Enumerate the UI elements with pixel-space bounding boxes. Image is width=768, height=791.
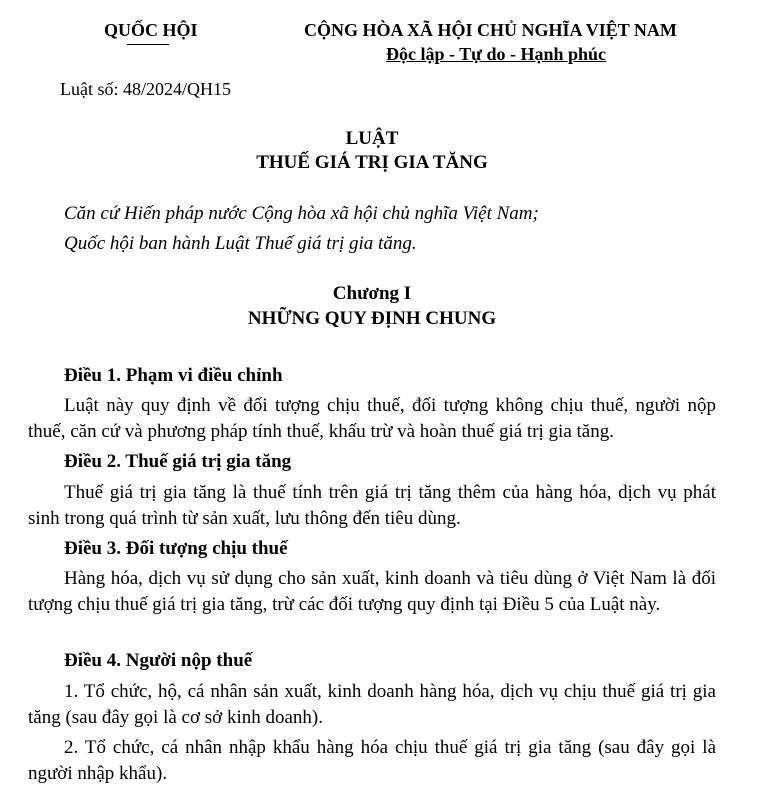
preamble-line: Căn cứ Hiến pháp nước Cộng hòa xã hội chủ nghĩa Việt Nam; <box>64 203 539 224</box>
preamble-line: Quốc hội ban hành Luật Thuế giá trị gia tăng. <box>64 233 417 254</box>
article-paragraph: 2. Tổ chức, cá nhân nhập khẩu hàng hóa chịu thuế giá trị gia tăng (sau đây gọi là người nhập khẩu). <box>28 737 716 784</box>
law-number: Luật số: 48/2024/QH15 <box>60 79 231 99</box>
article-paragraph: Hàng hóa, dịch vụ sử dụng cho sản xuất, kinh doanh và tiêu dùng ở Việt Nam là đối tượng chịu thuế giá trị gia tăng, trừ các đối tượng quy định tại Điều 5 của Luật này. <box>28 568 716 615</box>
issuer-underline <box>127 44 169 45</box>
chapter-title: NHỮNG QUY ĐỊNH CHUNG <box>247 308 497 329</box>
issuer-name: QUỐC HỘI <box>104 20 198 40</box>
chapter-label: Chương I <box>332 283 412 304</box>
document-title: THUẾ GIÁ TRỊ GIA TĂNG <box>256 152 488 173</box>
article-heading: Điều 4. Người nộp thuế <box>64 650 253 671</box>
article-paragraph: 1. Tổ chức, hộ, cá nhân sản xuất, kinh doanh hàng hóa, dịch vụ chịu thuế giá trị gia tăng (sau đây gọi là cơ sở kinh doanh). <box>28 681 716 728</box>
national-title: CỘNG HÒA XÃ HỘI CHỦ NGHĨA VIỆT NAM <box>304 20 677 40</box>
article-heading: Điều 1. Phạm vi điều chỉnh <box>64 365 283 386</box>
article-paragraph: Thuế giá trị gia tăng là thuế tính trên giá trị tăng thêm của hàng hóa, dịch vụ phát sinh trong quá trình từ sản xuất, lưu thông đến tiêu dùng. <box>28 482 716 529</box>
article-paragraph: Luật này quy định về đối tượng chịu thuế, đối tượng không chịu thuế, người nộp thuế, căn cứ và phương pháp tính thuế, khấu trừ và hoàn thuế giá trị gia tăng. <box>28 395 716 442</box>
article-heading: Điều 2. Thuế giá trị gia tăng <box>64 451 292 472</box>
national-motto: Độc lập - Tự do - Hạnh phúc <box>386 44 607 64</box>
document-type: LUẬT <box>345 128 399 149</box>
article-heading: Điều 3. Đối tượng chịu thuế <box>64 538 288 559</box>
